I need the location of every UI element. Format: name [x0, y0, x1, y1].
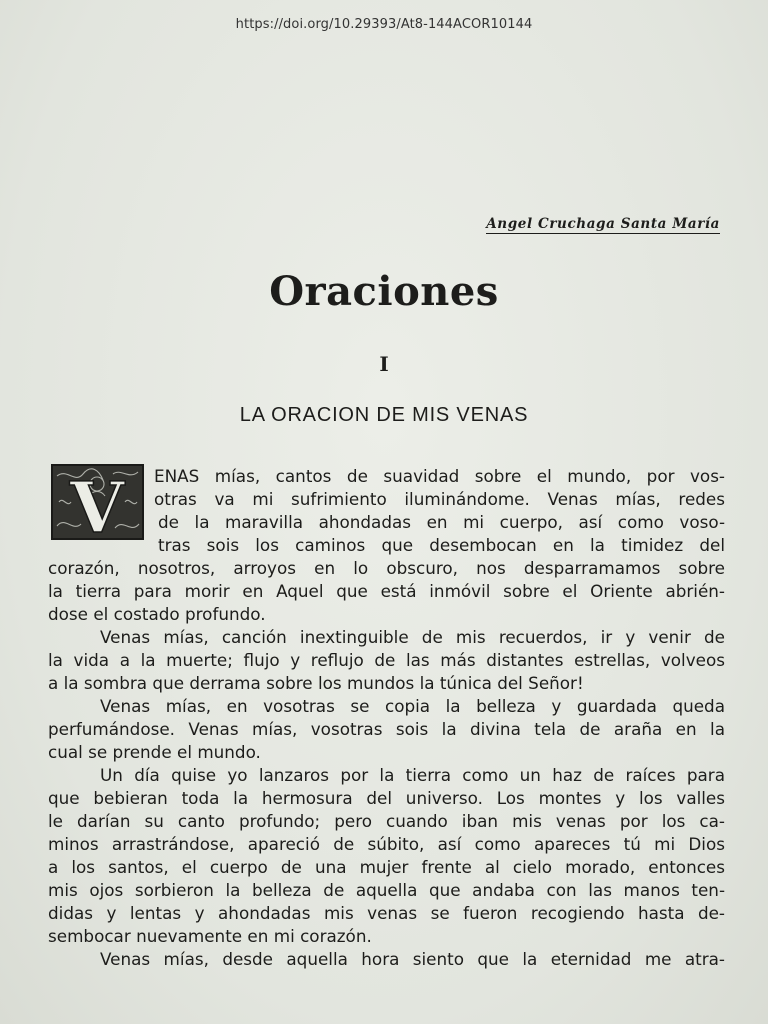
text-line: perfumándose. Venas mías, vosotras sois la divina tela de araña en la [48, 719, 725, 739]
text-line: la tierra para morir en Aquel que está inmóvil sobre el Oriente abrién- [48, 581, 725, 601]
text-line: tras sois los caminos que desembocan en la timidez del [158, 535, 725, 555]
text-line: mis ojos sorbieron la belleza de aquella que andaba con las manos ten- [48, 880, 725, 900]
text-line: sembocar nuevamente en mi corazón. [48, 926, 372, 946]
text-line: la vida a la muerte; flujo y reflujo de las más distantes estrellas, volveos [48, 650, 725, 670]
text-line: didas y lentas y ahondadas mis venas se fueron recogiendo hasta de- [48, 903, 725, 923]
text-line: otras va mi sufrimiento iluminándome. Venas mías, redes [154, 489, 725, 509]
text-line: dose el costado profundo. [48, 604, 266, 624]
text-line: de la maravilla ahondadas en mi cuerpo, así como voso- [158, 512, 725, 532]
poem-title: Oraciones [269, 268, 499, 315]
text-line: corazón, nosotros, arroyos en lo obscuro, nos desparramamos sobre [48, 558, 725, 578]
ornamental-initial-icon [51, 464, 144, 540]
section-subtitle: LA ORACION DE MIS VENAS [239, 404, 529, 426]
text-line: Un día quise yo lanzaros por la tierra como un haz de raíces para [100, 765, 725, 785]
drop-cap-letter: V [69, 466, 125, 538]
text-line: Venas mías, en vosotras se copia la belleza y guardada queda [100, 696, 725, 716]
text-line: le darían su canto profundo; pero cuando iban mis venas por los ca- [48, 811, 725, 831]
author-name: Angel Cruchaga Santa María [486, 216, 720, 232]
text-line: que bebieran toda la hermosura del universo. Los montes y los valles [48, 788, 725, 808]
text-line: a los santos, el cuerpo de una mujer frente al cielo morado, entonces [48, 857, 725, 877]
body-text [48, 465, 725, 971]
text-line: Venas mías, desde aquella hora siento que la eternidad me atra- [100, 949, 725, 969]
doi-link[interactable]: https://doi.org/10.29393/At8-144ACOR10144 [235, 17, 533, 32]
text-line: a la sombra que derrama sobre los mundos la túnica del Señor! [48, 673, 584, 693]
section-numeral: I [379, 352, 389, 376]
text-line: minos arrastrándose, apareció de súbito, así como apareces tú mi Dios [48, 834, 725, 854]
text-line: Venas mías, canción inextinguible de mis recuerdos, ir y venir de [100, 627, 725, 647]
text-line: ENAS mías, cantos de suavidad sobre el mundo, por vos- [154, 466, 725, 486]
text-line: cual se prende el mundo. [48, 742, 261, 762]
